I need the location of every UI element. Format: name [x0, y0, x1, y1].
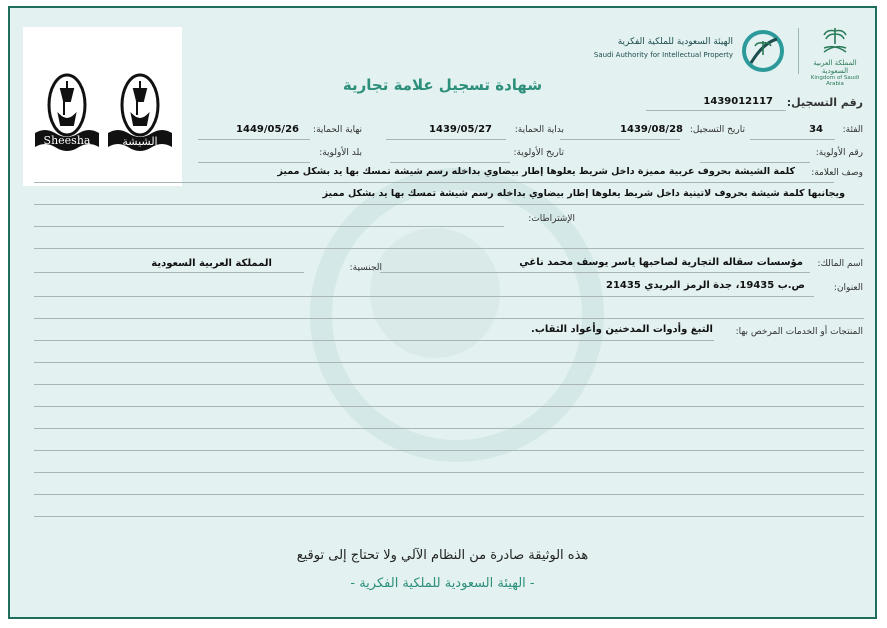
owner-name-value: مؤسسات سقاله التجارية لصاحبها ياسر يوسف محمد ناغي — [519, 257, 803, 268]
trademark-image — [23, 27, 182, 186]
field-line — [34, 204, 864, 205]
nationality-label: الجنسية: — [349, 263, 382, 273]
field-line — [34, 182, 834, 183]
protection-end-value: 1449/05/26 — [236, 124, 299, 135]
footer-authority: - الهيئة السعودية للملكية الفكرية - — [350, 576, 535, 591]
authority-logo — [579, 29, 789, 79]
mark-description-line1: كلمة الشيشة بحروف عربية مميزة داخل شريط يعلوها إطار بيضاوي بداخله رسم شيشة تمسك بها يد بشكل مميز — [277, 166, 795, 177]
sheesha-latin-text: Sheesha — [43, 134, 91, 147]
protection-end-label: نهاية الحماية: — [313, 125, 362, 135]
field-line — [34, 296, 814, 297]
sheesha-arabic-text: الشيشة — [122, 135, 158, 148]
ruled-line — [34, 384, 864, 385]
field-line — [646, 110, 786, 111]
registration-number-label: رقم التسجيل: — [786, 96, 863, 109]
ruled-line — [34, 450, 864, 451]
ruled-line — [34, 472, 864, 473]
field-line — [34, 248, 864, 249]
products-services-label: المنتجات أو الخدمات المرخص بها: — [735, 327, 863, 337]
field-line — [750, 139, 835, 140]
ministry-name-en: Kingdom of Saudi Arabia — [810, 75, 860, 87]
nationality-value: المملكة العربية السعودية — [151, 258, 272, 269]
ruled-line — [34, 494, 864, 495]
field-line — [34, 272, 304, 273]
ruled-line — [34, 428, 864, 429]
field-line — [390, 162, 510, 163]
priority-date-label: تاريخ الأولوية: — [513, 148, 564, 158]
authority-name-ar: الهيئة السعودية للملكية الفكرية — [617, 37, 733, 47]
protection-start-label: بداية الحماية: — [514, 125, 564, 135]
registration-date-value: 1439/08/28 — [620, 124, 683, 135]
priority-country-label: بلد الأولوية: — [319, 148, 362, 158]
owner-name-label: اسم المالك: — [817, 259, 863, 269]
field-line — [198, 139, 310, 140]
field-line — [560, 139, 680, 140]
priority-number-label: رقم الأولوية: — [815, 148, 863, 158]
field-line — [380, 272, 810, 273]
saip-emblem-icon — [741, 29, 785, 73]
ruled-line — [34, 406, 864, 407]
field-line — [34, 318, 864, 319]
footer-note: هذه الوثيقة صادرة من النظام الآلي ولا تحتاج إلى توقيع — [296, 548, 589, 563]
registration-number-value: 1439012117 — [703, 96, 773, 107]
mark-description-line2: ويجانبها كلمة شيشة بحروف لاتينية داخل شريط يعلوها إطار بيضاوي بداخله رسم شيشة تمسك بها يد بشكل مميز — [322, 188, 845, 199]
conditions-label: الإشتراطات: — [528, 214, 575, 224]
authority-name-en: Saudi Authority for Intellectual Property — [593, 51, 733, 59]
class-label: الفئة: — [842, 125, 863, 135]
products-services-value: التبغ وأدوات المدخنين وأعواد الثقاب. — [531, 324, 713, 335]
field-line — [34, 340, 714, 341]
certificate — [8, 6, 877, 619]
field-line — [198, 162, 310, 163]
class-value: 34 — [809, 124, 823, 135]
address-label: العنوان: — [833, 283, 863, 293]
ruled-line — [34, 516, 864, 517]
field-line — [34, 226, 504, 227]
mark-description-label: وصف العلامة: — [811, 168, 863, 178]
field-line — [386, 139, 506, 140]
address-value: ص.ب 19435، جدة الرمز البريدي 21435 — [606, 280, 805, 291]
certificate-title: شهادة تسجيل علامة تجارية — [342, 76, 543, 94]
registration-date-label: تاريخ التسجيل: — [689, 125, 745, 135]
field-line — [700, 162, 810, 163]
header-divider — [798, 28, 799, 74]
protection-start-value: 1439/05/27 — [429, 124, 492, 135]
palm-swords-icon — [820, 25, 850, 55]
ministry-name-ar: المملكة العربية السعودية — [813, 59, 857, 75]
ruled-line — [34, 362, 864, 363]
